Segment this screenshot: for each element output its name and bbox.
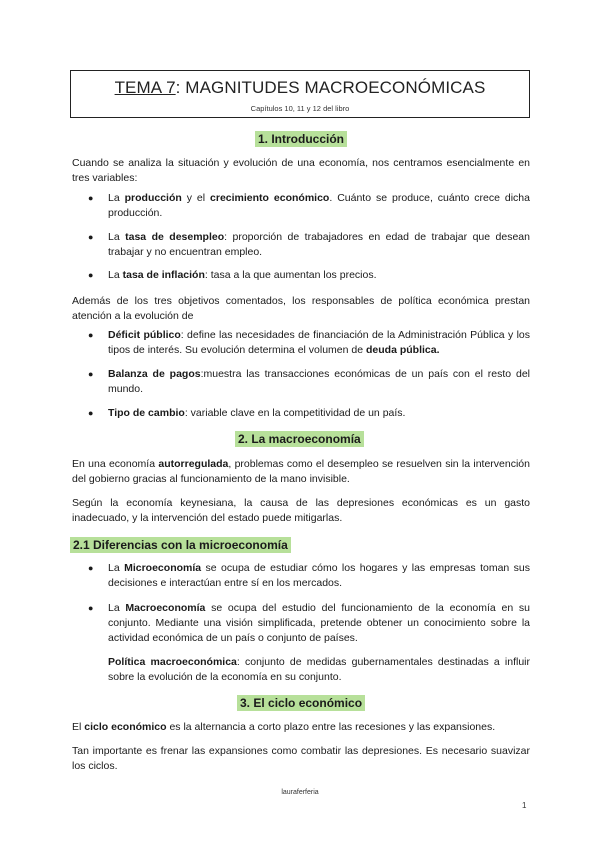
intro-paragraph: Cuando se analiza la situación y evolución de una economía, nos centramos esencialmente en tres variables:	[72, 157, 530, 184]
paragraph-ciclo-definicion: El ciclo económico es la alternancia a corto plazo entre las recesiones y las expansiones.	[72, 721, 496, 733]
list-item-desempleo: La tasa de desempleo: proporción de trabajadores en edad de trabajar que desean trabajar y no encuentran empleo.	[108, 231, 530, 258]
page-title	[71, 78, 529, 98]
subtitle: Capítulos 10, 11 y 12 del libro	[250, 104, 350, 113]
list-item-balanza: Balanza de pagos:muestra las transacciones económicas de un país con el resto del mundo.	[108, 368, 530, 395]
heading-introduccion: 1. Introducción	[255, 131, 347, 147]
heading-ciclo-economico: 3. El ciclo económico	[237, 695, 365, 711]
heading-diferencias-microeconomia: 2.1 Diferencias con la microeconomía	[70, 537, 291, 553]
list-item-tipo-cambio: Tipo de cambio: variable clave en la competitividad de un país.	[108, 407, 406, 419]
bullet-marker: ●	[88, 603, 94, 613]
title-text: : MAGNITUDES MACROECONÓMICAS	[175, 78, 486, 97]
paragraph-suavizar-ciclos: Tan importante es frenar las expansiones como combatir las depresiones. Es necesario suavizar los ciclos.	[72, 745, 530, 772]
bullet-marker: ●	[88, 232, 94, 242]
heading-macroeconomia: 2. La macroeconomía	[235, 431, 364, 447]
paragraph-autorregulada: En una economía autorregulada, problemas como el desempleo se resuelven sin la intervención del gobierno gracias al funcionamiento de la mano invisible.	[72, 458, 530, 485]
title-box	[70, 70, 530, 118]
list-item-macroeconomia: La Macroeconomía se ocupa del estudio del funcionamiento de la economía en su conjunto. Mediante una visión simplificada, pretende obtener un conocimiento sobre la actividad económica de un país o conjunto de países.	[108, 602, 530, 644]
list-item-inflacion: La tasa de inflación: tasa a la que aumentan los precios.	[108, 269, 377, 281]
list-item-deficit: Déficit público: define las necesidades de financiación de la Administración Pública y los tipos de interés. Su evolución determina el volumen de deuda pública.	[108, 329, 530, 356]
footer-author: lauraferferia	[281, 789, 319, 796]
list-item-produccion: La producción y el crecimiento económico. Cuánto se produce, cuánto crece dicha producción.	[108, 192, 530, 219]
paragraph-keynesiana: Según la economía keynesiana, la causa de las depresiones económicas es un gasto inadecuado, y la intervención del estado puede mitigarlas.	[72, 497, 530, 524]
page-number: 1	[522, 801, 527, 810]
list-item-microeconomia: La Microeconomía se ocupa de estudiar cómo los hogares y las empresas toman sus decisiones e interactúan entre sí en los mercados.	[108, 562, 531, 589]
bullet-marker: ●	[88, 408, 94, 418]
bullet-marker: ●	[88, 270, 94, 280]
bullet-marker: ●	[88, 330, 94, 340]
bullet-marker: ●	[88, 369, 94, 379]
bullet-marker: ●	[88, 563, 94, 573]
paragraph-politica-macroeconomica: Política macroeconómica: conjunto de medidas gubernamentales destinadas a influir sobre la evolución de la economía en su conjunto.	[108, 656, 530, 683]
bullet-marker: ●	[88, 193, 94, 203]
paragraph-otros-objetivos: Además de los tres objetivos comentados, los responsables de política económica prestan atención a la evolución de	[72, 295, 530, 322]
title-topic-number: TEMA 7	[114, 78, 176, 97]
